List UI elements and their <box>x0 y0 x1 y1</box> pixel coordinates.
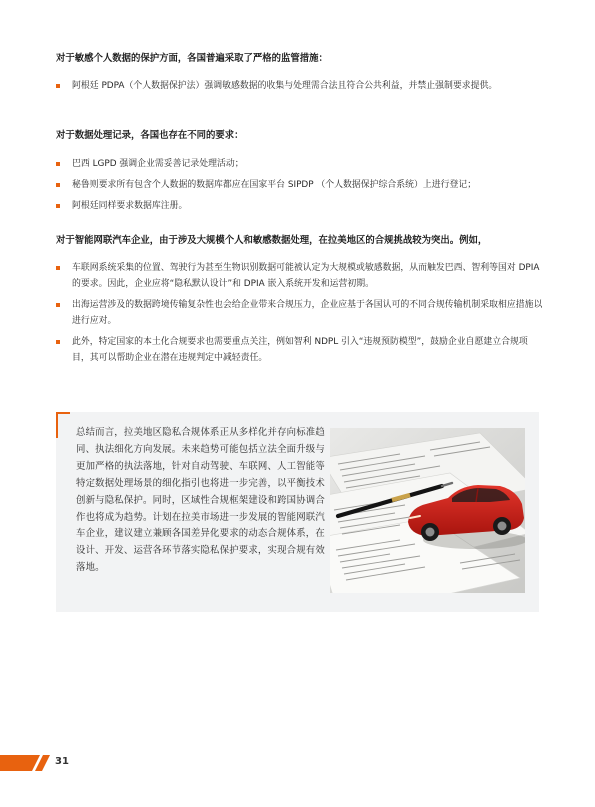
list-item-text: 阿根廷 PDPA（个人数据保护法）强调敏感数据的收集与处理需合法且符合公共利益，并禁止强制要求提供。 <box>72 81 498 91</box>
bullet-marker <box>56 162 60 166</box>
bullet-marker <box>56 204 60 208</box>
list-item-text: 车联网系统采集的位置、驾驶行为甚至生物识别数据可能被认定为大规模或敏感数据，从而触发巴西、智利等国对 DPIA 的要求。因此，企业应将“隐私默认设计”和 DPIA 嵌入系统开发和运营初期。 <box>72 263 540 289</box>
bullet-list-sensitive-data <box>56 78 544 99</box>
list-item-text: 巴西 LGPD 强调企业需妥善记录处理活动； <box>72 159 244 169</box>
section-heading-connected-vehicles: 对于智能网联汽车企业，由于涉及大规模个人和敏感数据处理，在拉美地区的合规挑战较为突出。例如， <box>56 235 488 246</box>
list-item <box>56 78 544 94</box>
list-item <box>56 260 544 292</box>
bullet-marker <box>56 303 60 307</box>
list-item <box>56 334 544 366</box>
summary-accent-bar <box>56 412 58 438</box>
list-item <box>56 177 544 193</box>
car-documents-photo <box>330 428 525 593</box>
bullet-list-processing-records <box>56 156 544 219</box>
list-item <box>56 156 544 172</box>
section-heading-sensitive-data: 对于敏感个人数据的保护方面，各国普遍采取了严格的监管措施： <box>56 53 328 64</box>
car-documents-illustration <box>330 428 525 593</box>
list-item-text: 此外，特定国家的本土化合规要求也需要重点关注，例如智利 NDPL 引入“违规预防模型”，鼓励企业自愿建立合规项目，其可以帮助企业在潜在违规判定中减轻责任。 <box>72 337 528 363</box>
bullet-list-connected-vehicles <box>56 260 544 371</box>
section-heading-processing-records: 对于数据处理记录，各国也存在不同的要求： <box>56 130 244 141</box>
bullet-marker <box>56 183 60 187</box>
summary-accent-corner <box>56 412 70 414</box>
summary-text: 总结而言，拉美地区隐私合规体系正从多样化并存向标准趋同、执法细化方向发展。未来趋势可能包括立法全面升级与更加严格的执法落地，针对自动驾驶、车联网、人工智能等特定数据处理场景的细化指引也将进一步完善，以平衡技术创新与隐私保护。同时，区域性合规框架建设和跨国协调合作也将成为趋势。计划在拉美市场进一步发展的智能网联汽车企业，建议建立兼顾各国差异化要求的动态合规体系，在设计、开发、运营各环节落实隐私保护要求，实现合规有效落地。 <box>76 427 325 574</box>
list-item <box>56 198 544 214</box>
list-item <box>56 297 544 329</box>
footer-accent-stripe <box>0 755 60 771</box>
list-item-text: 秘鲁则要求所有包含个人数据的数据库都应在国家平台 SIPDP （个人数据保护综合系统）上进行登记； <box>72 180 477 190</box>
list-item-text: 阿根廷同样要求数据库注册。 <box>72 201 188 211</box>
list-item-text: 出海运营涉及的数据跨境传输复杂性也会给企业带来合规压力，企业应基于各国认可的不同合规传输机制采取相应措施以进行应对。 <box>72 300 543 326</box>
bullet-marker <box>56 340 60 344</box>
page-number: 31 <box>55 756 69 767</box>
bullet-marker <box>56 84 60 88</box>
bullet-marker <box>56 266 60 270</box>
